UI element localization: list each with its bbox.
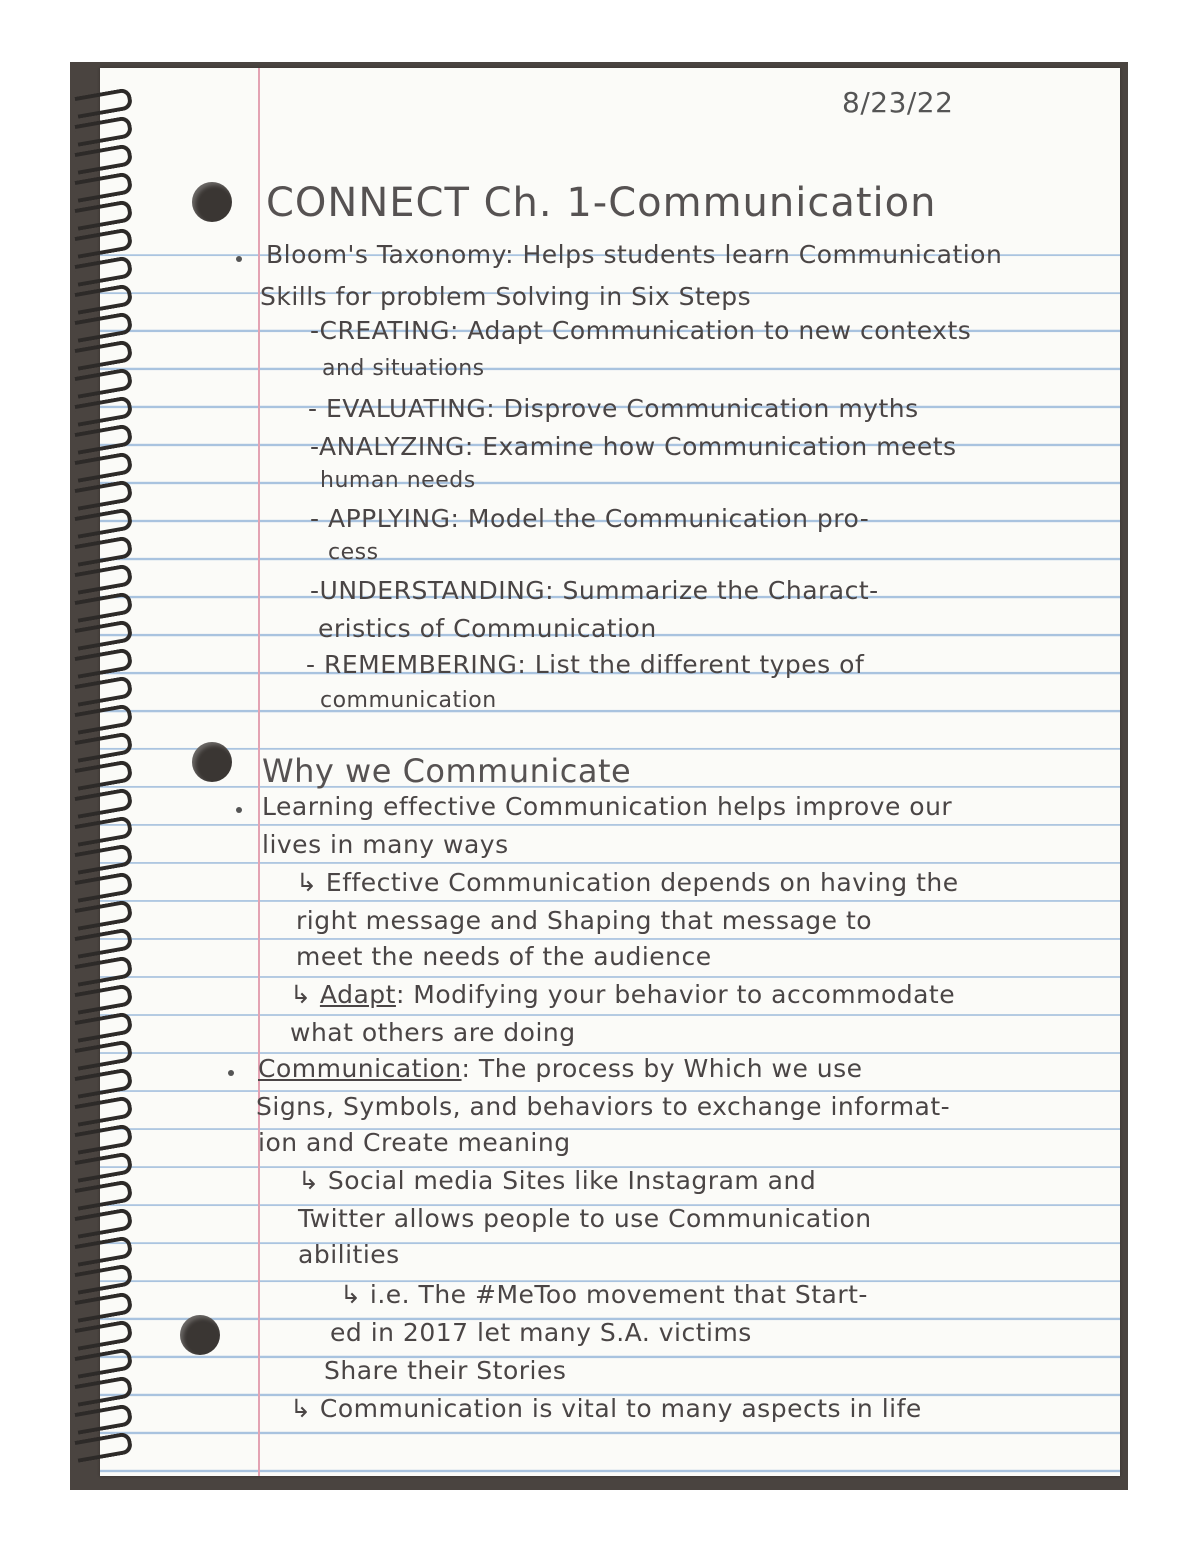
bullet-dot — [228, 1070, 234, 1076]
note-line: Bloom's Taxonomy: Helps students learn Communication — [266, 240, 1003, 269]
note-line: right message and Shaping that message to — [296, 906, 873, 935]
note-line: Twitter allows people to use Communication — [298, 1204, 872, 1233]
adapt-definition: ↳ Adapt: Modifying your behavior to accommodate — [290, 980, 956, 1009]
note-line: Share their Stories — [324, 1356, 567, 1385]
note-line: what others are doing — [290, 1018, 576, 1047]
step-line: -CREATING: Adapt Communication to new contexts — [310, 316, 972, 345]
page-title: CONNECT Ch. 1-Communication — [266, 180, 937, 226]
communication-term: Communication — [258, 1054, 462, 1083]
bullet-dot — [236, 807, 242, 813]
punch-hole — [192, 182, 232, 222]
bullet-dot — [236, 256, 242, 262]
step-line: communication — [320, 688, 497, 713]
punch-hole — [180, 1315, 220, 1355]
section-heading: Why we Communicate — [262, 752, 632, 790]
step-line: - EVALUATING: Disprove Communication myths — [308, 394, 919, 423]
communication-definition-text: : The process by Which we use — [461, 1054, 863, 1083]
date: 8/23/22 — [842, 86, 954, 119]
note-line: Signs, Symbols, and behaviors to exchange informat- — [256, 1092, 951, 1121]
note-line: ↳ Communication is vital to many aspects in life — [290, 1394, 922, 1423]
note-line: ↳ Effective Communication depends on having the — [296, 868, 959, 897]
note-line: meet the needs of the audience — [296, 942, 712, 971]
step-line: and situations — [322, 356, 485, 381]
step-line: cess — [328, 540, 379, 565]
note-line: lives in many ways — [262, 830, 509, 859]
note-line: ion and Create meaning — [258, 1128, 571, 1157]
punch-hole — [192, 742, 232, 782]
step-line: -ANALYZING: Examine how Communication meets — [310, 432, 957, 461]
red-margin-line — [258, 68, 260, 1476]
step-line: human needs — [320, 468, 476, 493]
step-line: - REMEMBERING: List the different types of — [306, 650, 865, 679]
step-line: - APPLYING: Model the Communication pro- — [310, 504, 870, 533]
step-line: -UNDERSTANDING: Summarize the Charact- — [310, 576, 879, 605]
note-line: ↳ Social media Sites like Instagram and — [298, 1166, 817, 1195]
note-line: abilities — [298, 1240, 400, 1269]
adapt-term: Adapt — [319, 980, 396, 1009]
note-line: Skills for problem Solving in Six Steps — [260, 282, 752, 311]
note-line: Learning effective Communication helps improve our — [262, 792, 953, 821]
step-line: eristics of Communication — [318, 614, 657, 643]
note-line: ↳ i.e. The #MeToo movement that Start- — [340, 1280, 868, 1309]
communication-definition — [258, 1054, 863, 1083]
adapt-definition-text: : Modifying your behavior to accommodate — [395, 980, 956, 1009]
note-line: ed in 2017 let many S.A. victims — [330, 1318, 752, 1347]
